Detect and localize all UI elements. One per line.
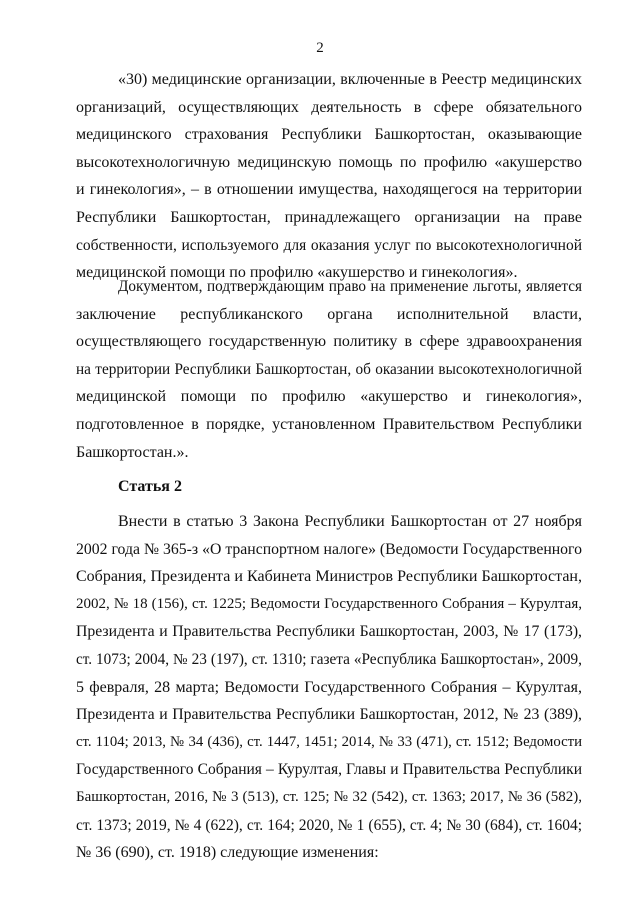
text-line: Собрания, Президента и Кабинета Министров Республики Башкортостан, (76, 568, 582, 586)
text-line: Документом, подтверждающим право на применение льготы, является (118, 278, 582, 295)
text-line: собственности, используемого для оказания услуг по высокотехнологичной (76, 236, 582, 254)
text-line: и гинекология», – в отношении имущества, находящегося на территории (76, 181, 582, 199)
article-heading: Статья 2 (118, 478, 182, 495)
paragraph-article-2 (76, 508, 582, 867)
text-line: Президента и Правительства Республики Башкортостан, 2012, № 23 (389), (76, 706, 582, 724)
text-line: медицинской помощи по профилю «акушерство и гинекология», (76, 388, 582, 406)
text-line: заключение республиканского органа исполнительной власти, (76, 305, 582, 323)
text-line: Башкортостан.». (76, 443, 189, 461)
text-line: осуществляющего государственную политику в сфере здравоохранения (76, 333, 582, 351)
text-line: «30) медицинские организации, включенные в Реестр медицинских (118, 71, 582, 88)
text-line: 2002, № 18 (156), ст. 1225; Ведомости Государственного Собрания – Курултая, (76, 595, 582, 612)
text-line: ст. 1104; 2013, № 34 (436), ст. 1447, 1451; 2014, № 33 (471), ст. 1512; Ведомости (76, 733, 582, 750)
text-line: Внести в статью 3 Закона Республики Башкортостан от 27 ноября (118, 513, 582, 530)
paragraph-benefit-document (76, 273, 582, 466)
text-line: высокотехнологичную медицинскую помощь по профилю «акушерство (76, 153, 582, 171)
text-line: медицинского страхования Республики Башкортостан, оказывающие (76, 126, 582, 144)
paragraph-item-30 (76, 66, 582, 287)
text-line: ст. 1073; 2004, № 23 (197), ст. 1310; газета «Республика Башкортостан», 2009, (76, 650, 582, 668)
text-line: Башкортостан, 2016, № 3 (513), ст. 125; № 32 (542), ст. 1363; 2017, № 36 (582), (76, 788, 582, 805)
text-line: 2002 года № 365-з «О транспортном налоге» (Ведомости Государственного (76, 540, 582, 558)
page-number: 2 (316, 40, 324, 56)
text-line: Республики Башкортостан, принадлежащего организации на праве (76, 208, 582, 226)
text-line: Государственного Собрания – Курултая, Главы и Правительства Республики (76, 761, 582, 779)
text-line: № 36 (690), ст. 1918) следующие изменения: (76, 844, 379, 862)
text-line: 5 февраля, 28 марта; Ведомости Государственного Собрания – Курултая, (76, 678, 582, 696)
text-line: на территории Республики Башкортостан, об оказании высокотехнологичной (76, 360, 582, 378)
text-line: медицинской помощи по профилю «акушерство и гинекология». (76, 264, 518, 282)
text-line: Президента и Правительства Республики Башкортостан, 2003, № 17 (173), (76, 623, 582, 641)
text-line: ст. 1373; 2019, № 4 (622), ст. 164; 2020, № 1 (655), ст. 4; № 30 (684), ст. 1604; (76, 816, 582, 834)
text-line: организаций, осуществляющих деятельность в сфере обязательного (76, 98, 582, 116)
text-line: подготовленное в порядке, установленном Правительством Республики (76, 415, 582, 433)
